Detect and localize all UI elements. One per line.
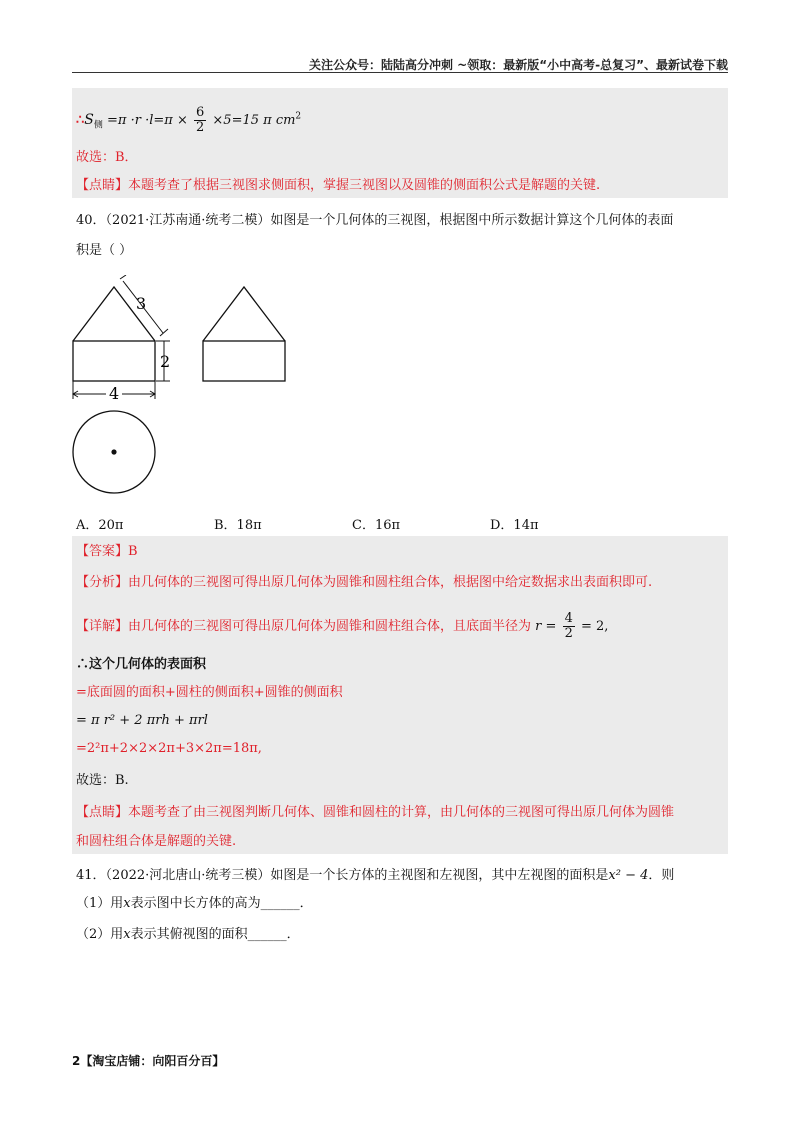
answer-tag: 【答案】 <box>76 544 129 559</box>
width-label: 4 <box>109 384 120 403</box>
comment-text: 本题考查了根据三视图求侧面积，掌握三视图以及圆锥的侧面积公式是解题的关键. <box>128 178 601 193</box>
q41-area-expr: x² − 4 <box>608 868 649 883</box>
detail-r: r = <box>535 619 557 634</box>
q40-choice: 故选：B. <box>76 773 129 788</box>
prev-formula: $\therefore S_侧 =\pi \cdot r \cdot l=\pi$ × $\frac{6}{2}$ ×5=15 π $cm^2$ <box>76 105 302 135</box>
height-label: 2 <box>160 352 171 371</box>
q40-step3: = π r² + 2 πrh + πrl <box>76 713 208 728</box>
q40-detail <box>76 612 608 641</box>
side-view <box>203 287 285 381</box>
q40-comment2: 和圆柱组合体是解题的关键. <box>76 834 237 849</box>
option-d: D．14π <box>490 518 539 533</box>
formula-sup: 2 <box>295 111 302 122</box>
detail-fraction: $\frac{4}{2}$ <box>564 611 573 641</box>
option-a: A．20π <box>76 518 124 533</box>
comment-tag: 【点睛】 <box>76 178 129 193</box>
q41-text-end: ．则 <box>648 868 675 883</box>
analysis-tag: 【分析】 <box>76 575 129 590</box>
formula-fraction: $\frac{6}{2}$ <box>195 105 205 135</box>
q40-answer <box>76 543 138 561</box>
option-c: C．16π <box>352 518 401 533</box>
detail-text: 由几何体的三视图可得出原几何体为圆锥和圆柱组合体，且底面半径为 <box>128 619 532 634</box>
prev-choice: 故选：B． <box>76 150 138 165</box>
detail-end: = 2, <box>580 619 609 634</box>
detail-tag: 【详解】 <box>76 619 129 634</box>
three-view-figure <box>60 275 320 500</box>
q41-part2: （2）用x表示其俯视图的面积______． <box>76 927 300 942</box>
analysis-text: 由几何体的三视图可得出原几何体为圆锥和圆柱组合体，根据图中给定数据求出表面积即可. <box>128 575 653 590</box>
q40-comment1 <box>76 804 674 822</box>
q41-text <box>76 867 674 885</box>
therefore-symbol: ∴ <box>76 113 85 128</box>
slant-label: 3 <box>136 294 147 313</box>
q41-part1: （1）用x表示图中长方体的高为______． <box>76 896 313 911</box>
top-view-center-dot <box>111 449 116 454</box>
comment-tag: 【点睛】 <box>76 805 129 820</box>
q41-text-main: 41．（2022·河北唐山·统考三模）如图是一个长方体的主视图和左视图，其中左视图的面积是 <box>76 868 609 883</box>
formula-sub: 侧 <box>93 120 103 131</box>
header-divider <box>72 72 728 73</box>
option-b: B．18π <box>214 518 262 533</box>
q40-text-line1: 40．（2021·江苏南通·统考二模）如图是一个几何体的三视图，根据图中所示数据计算这个几何体的表面 <box>76 213 674 228</box>
comment-text: 本题考查了由三视图判断几何体、圆锥和圆柱的计算，由几何体的三视图可得出原几何体为圆锥 <box>128 805 675 820</box>
q40-step1: ∴这个几何体的表面积 <box>76 657 207 672</box>
q40-step4: =2²π+2×2×2π+3×2π=18π, <box>76 741 262 756</box>
q40-text-line2: 积是（ ） <box>76 243 133 258</box>
page-footer: 2【淘宝店铺：向阳百分百】 <box>72 1054 225 1068</box>
page-header: 关注公众号：陆陆高分冲刺 ~领取：最新版“小中高考-总复习”、最新试卷下载 <box>309 58 728 72</box>
answer-value: B <box>128 544 138 559</box>
q40-step2: =底面圆的面积+圆柱的侧面积+圆锥的侧面积 <box>76 685 343 700</box>
formula-mid: =π ·r ·l=π × <box>107 113 188 128</box>
formula-post: ×5=15 π cm <box>212 113 296 128</box>
q40-analysis <box>76 574 652 592</box>
prev-comment <box>76 177 600 195</box>
